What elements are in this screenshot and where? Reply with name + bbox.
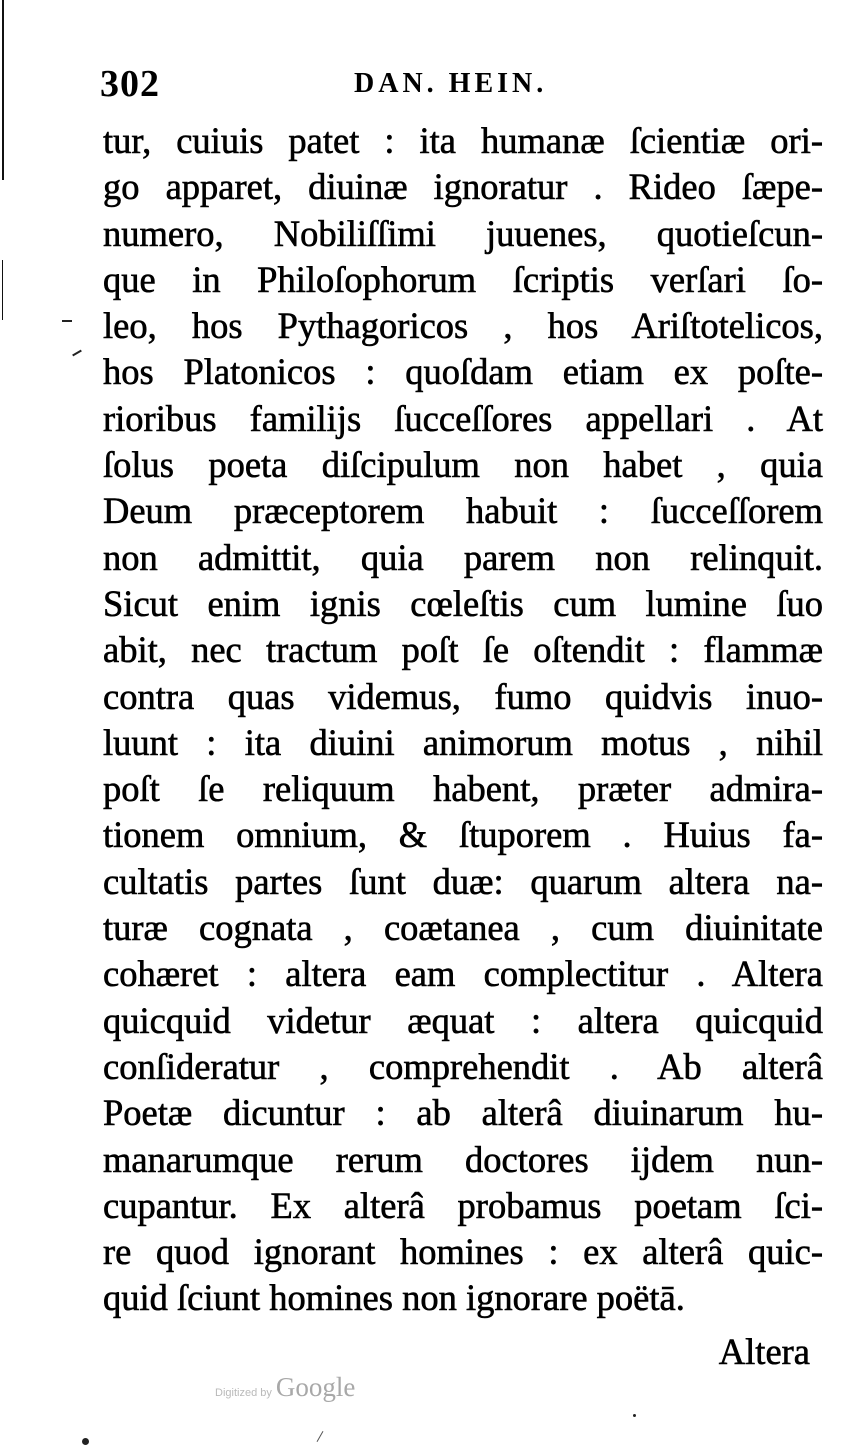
text-line: poſt ſe reliquum habent, præter admira-	[103, 768, 823, 810]
text-line: leo, hos Pythagoricos , hos Ariſtotelicos,	[103, 305, 823, 347]
text-line: tionem omnium, & ſtuporem . Huius fa-	[103, 814, 823, 856]
running-head: DAN. HEIN.	[354, 68, 548, 99]
text-line: cupantur. Ex alterâ probamus poetam ſci-	[103, 1184, 823, 1226]
page-edge-rule	[2, 0, 4, 180]
scan-speck	[633, 1414, 636, 1417]
text-line: Poetæ dicuntur : ab alterâ diuinarum hu-	[103, 1092, 823, 1134]
text-line: ſolus poeta diſcipulum non habet , quia	[103, 444, 823, 486]
page-header	[100, 62, 820, 112]
margin-mark	[72, 350, 82, 357]
text-line: quid ſciunt homines non ignorare poëtā.	[103, 1277, 685, 1319]
text-line: re quod ignorant homines : ex alterâ quic-	[103, 1231, 823, 1273]
page-number: 302	[100, 63, 160, 105]
page-edge-rule-lower	[2, 260, 3, 320]
text-line: Deum præceptorem habuit : ſucceſſorem	[103, 490, 823, 532]
body-text	[103, 118, 823, 1322]
margin-mark	[317, 1431, 324, 1442]
catchword: Altera	[718, 1331, 810, 1372]
text-line: rioribus familijs ſucceſſores appellari . At	[103, 397, 823, 439]
scan-speck	[82, 1438, 89, 1445]
text-line: manarumque rerum doctores ijdem nun-	[103, 1138, 823, 1180]
text-line: que in Philoſophorum ſcriptis verſari ſo-	[103, 258, 823, 300]
text-line: non admittit, quia parem non relinquit.	[103, 536, 823, 578]
watermark-brand: Google	[275, 1372, 356, 1402]
text-line: quicquid videtur æquat : altera quicquid	[103, 999, 823, 1041]
text-line: Sicut enim ignis cœleſtis cum lumine ſuo	[103, 582, 823, 624]
margin-mark	[62, 320, 72, 322]
text-line: numero, Nobiliſſimi juuenes, quotieſcun-	[103, 212, 823, 254]
text-line: go apparet, diuinæ ignoratur . Rideo ſæpe-	[103, 166, 823, 208]
text-line: hos Platonicos : quoſdam etiam ex poſte-	[103, 351, 823, 393]
text-line: abit, nec tractum poſt ſe oſtendit : flammæ	[103, 629, 823, 671]
text-line: turæ cognata , coætanea , cum diuinitate	[103, 907, 823, 949]
text-line: cultatis partes ſunt duæ: quarum altera na-	[103, 860, 823, 902]
text-line: contra quas videmus, fumo quidvis inuo-	[103, 675, 823, 717]
watermark-prefix: Digitized by	[215, 1387, 272, 1399]
text-line: conſideratur , comprehendit . Ab alterâ	[103, 1045, 823, 1087]
text-line: tur, cuiuis patet : ita humanæ ſcientiæ ori-	[103, 120, 823, 161]
digitization-watermark	[215, 1372, 355, 1403]
text-line: cohæret : altera eam complectitur . Altera	[103, 953, 823, 995]
text-line: luunt : ita diuini animorum motus , nihil	[103, 721, 823, 763]
